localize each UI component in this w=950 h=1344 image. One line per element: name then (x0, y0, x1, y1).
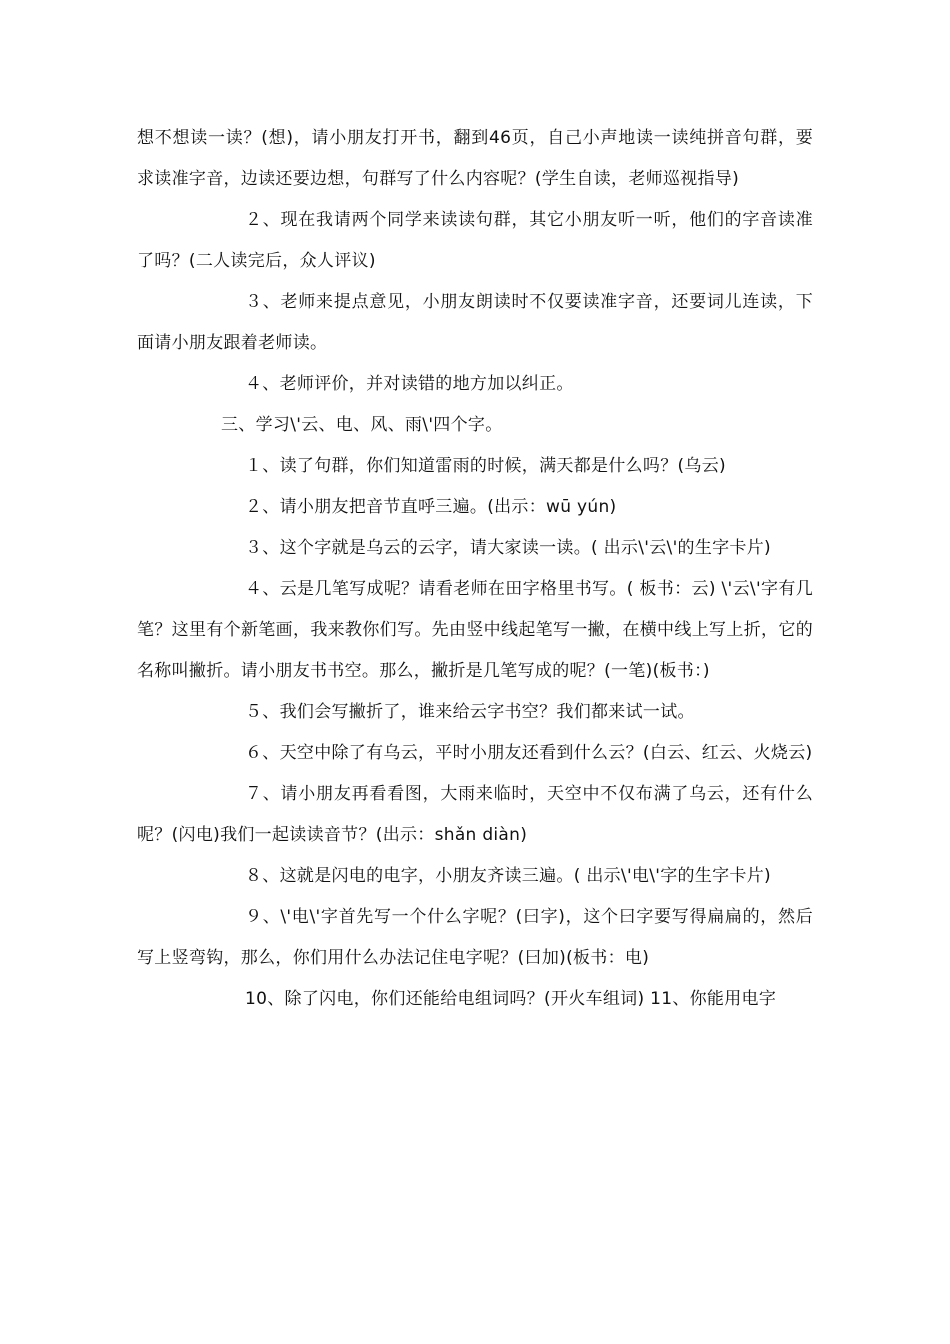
paragraph-15: 10、除了闪电，你们还能给电组词吗？(开火车组词) 11、你能用电字 (245, 989, 777, 1009)
paragraph-11: ６、天空中除了有乌云，平时小朋友还看到什么云？(白云、红云、火烧云) (245, 743, 813, 763)
paragraph-6: １、读了句群，你们知道雷雨的时候，满天都是什么吗？(乌云) (245, 456, 726, 476)
section-heading-3: 三、学习\'云、电、风、雨\'四个字。 (221, 415, 503, 435)
document-body (137, 118, 813, 1020)
paragraph-4: ４、老师评价，并对读错的地方加以纠正。 (245, 374, 574, 394)
paragraph-10: ５、我们会写撇折了，谁来给云字书空？我们都来试一试。 (245, 702, 695, 722)
paragraph-12: ７、请小朋友再看看图，大雨来临时，天空中不仅布满了乌云，还有什么呢？(闪电)我们一起读读音节？(出示：shǎn diàn) (137, 784, 813, 845)
paragraph-1: 想不想读一读？(想)，请小朋友打开书，翻到46页，自己小声地读一读纯拼音句群，要求读准字音，边读还要边想，句群写了什么内容呢？(学生自读，老师巡视指导) (137, 128, 813, 189)
paragraph-9: ４、云是几笔写成呢？请看老师在田字格里书写。( 板书：云) \'云\'字有几笔？这里有个新笔画，我来教你们写。先由竖中线起笔写一撇，在横中线上写上折，它的名称叫撇折。请小朋友书书空。那么，撇折是几笔写成的呢？(一笔)(板书：) (137, 579, 813, 681)
paragraph-7: ２、请小朋友把音节直呼三遍。(出示：wū yún) (245, 497, 617, 517)
paragraph-13: ８、这就是闪电的电字，小朋友齐读三遍。( 出示\'电\'字的生字卡片) (245, 866, 771, 886)
paragraph-2: ２、现在我请两个同学来读读句群，其它小朋友听一听，他们的字音读准了吗？(二人读完后，众人评议) (137, 210, 813, 271)
paragraph-8: ３、这个字就是乌云的云字，请大家读一读。( 出示\'云\'的生字卡片) (245, 538, 771, 558)
paragraph-14: ９、\'电\'字首先写一个什么字呢？(曰字)，这个曰字要写得扁扁的，然后写上竖弯钩，那么，你们用什么办法记住电字呢？(曰加)(板书：电) (137, 907, 813, 968)
paragraph-3: ３、老师来提点意见，小朋友朗读时不仅要读准字音，还要词儿连读，下面请小朋友跟着老师读。 (137, 292, 813, 353)
